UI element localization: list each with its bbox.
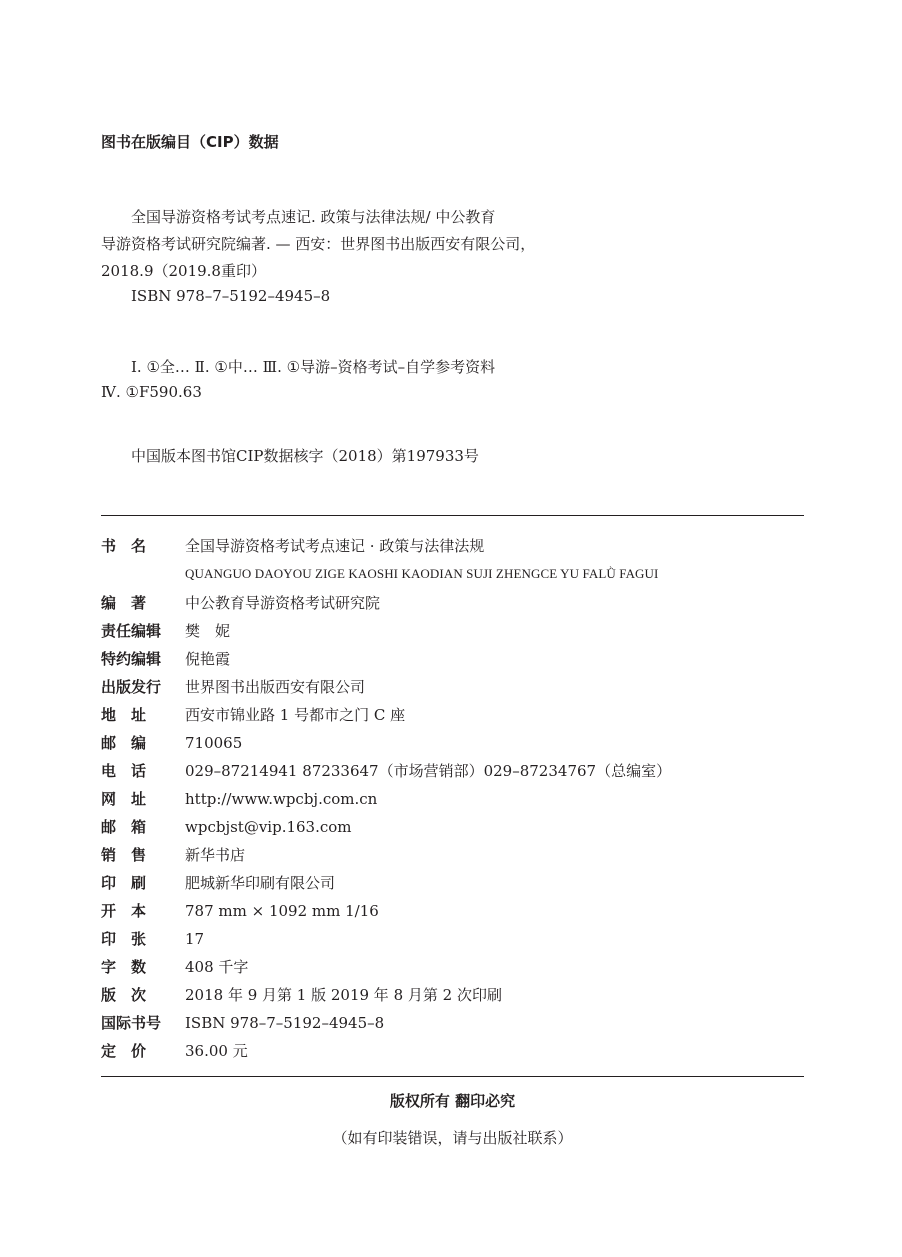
cip-date-line: 2018.9（2019.8重印） xyxy=(101,262,266,280)
cip-subject-line: Ⅰ. ①全… Ⅱ. ①中… Ⅲ. ①导游–资格考试–自学参考资料 xyxy=(131,358,496,376)
row-label: 字 数 xyxy=(101,958,147,976)
row-label: 印 刷 xyxy=(101,874,147,892)
row-value: 倪艳霞 xyxy=(185,650,231,668)
row-label: 责任编辑 xyxy=(101,622,162,640)
row-value: 029–87214941 87233647（市场营销部）029–87234767（总编室） xyxy=(185,762,672,780)
row-label: 电 话 xyxy=(101,762,147,780)
row-value: 2018 年 9 月第 1 版 2019 年 8 月第 2 次印刷 xyxy=(185,986,502,1004)
contact-note: （如有印装错误，请与出版社联系） xyxy=(332,1129,573,1147)
row-value: 肥城新华印刷有限公司 xyxy=(185,874,336,892)
top-divider xyxy=(101,515,804,516)
row-label: 销 售 xyxy=(101,846,147,864)
title-pinyin: QUANGUO DAOYOU ZIGE KAOSHI KAODIAN SUJI ZHENGCE YU FALǛ FAGUI xyxy=(185,566,659,581)
row-value: wpcbjst@vip.163.com xyxy=(185,818,352,836)
row-value: 世界图书出版西安有限公司 xyxy=(185,678,366,696)
copyright-notice: 版权所有 翻印必究 xyxy=(389,1092,516,1110)
cip-title-line: 全国导游资格考试考点速记. 政策与法律法规/ 中公教育 xyxy=(131,208,496,226)
row-value: 西安市锦业路 1 号都市之门 C 座 xyxy=(185,706,406,724)
row-label: 版 次 xyxy=(101,986,147,1004)
row-label: 国际书号 xyxy=(101,1014,162,1032)
row-label: 书 名 xyxy=(101,537,147,555)
row-value: 36.00 元 xyxy=(185,1042,248,1060)
cip-heading: 图书在版编目（CIP）数据 xyxy=(101,133,279,151)
row-label: 邮 编 xyxy=(101,734,147,752)
row-value: 中公教育导游资格考试研究院 xyxy=(185,594,381,612)
row-value: http://www.wpcbj.com.cn xyxy=(185,790,378,808)
bottom-divider xyxy=(101,1076,804,1077)
row-label: 定 价 xyxy=(101,1042,147,1060)
cip-author-line: 导游资格考试研究院编著. — 西安：世界图书出版西安有限公司， xyxy=(101,235,536,253)
row-label: 特约编辑 xyxy=(101,650,162,668)
row-label: 印 张 xyxy=(101,930,147,948)
row-value: 全国导游资格考试考点速记 · 政策与法律法规 xyxy=(185,537,485,555)
row-label: 编 著 xyxy=(101,594,147,612)
row-label: 地 址 xyxy=(101,706,147,724)
row-label: 出版发行 xyxy=(101,678,162,696)
row-value: 408 千字 xyxy=(185,958,249,976)
row-value: 787 mm × 1092 mm 1/16 xyxy=(185,902,379,920)
row-value: 17 xyxy=(185,930,205,948)
row-value: 710065 xyxy=(185,734,243,752)
row-value: ISBN 978–7–5192–4945–8 xyxy=(185,1014,385,1032)
cip-record-number: 中国版本图书馆CIP数据核字（2018）第197933号 xyxy=(131,447,479,465)
row-label: 网 址 xyxy=(101,790,147,808)
row-value: 樊 妮 xyxy=(185,622,231,640)
row-label: 开 本 xyxy=(101,902,147,920)
row-label: 邮 箱 xyxy=(101,818,147,836)
cip-isbn-line: ISBN 978–7–5192–4945–8 xyxy=(131,287,331,305)
row-value: 新华书店 xyxy=(185,846,246,864)
cip-classification-line: Ⅳ. ①F590.63 xyxy=(101,383,202,401)
